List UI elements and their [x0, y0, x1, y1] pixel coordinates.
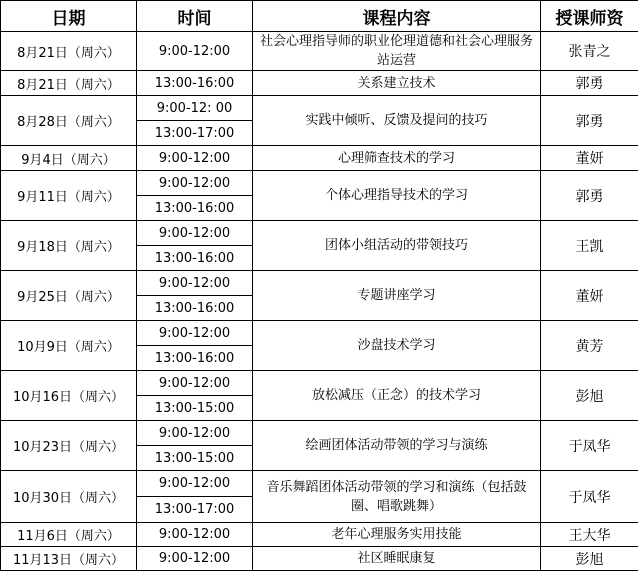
cell-teacher: 王大华	[541, 523, 638, 547]
cell-date: 8月21日（周六）	[1, 32, 137, 71]
cell-time: 9:00-12:00	[137, 471, 253, 497]
cell-time: 13:00-17:00	[137, 121, 253, 146]
table-row	[1, 221, 638, 246]
table-row	[1, 523, 638, 547]
cell-course: 专题讲座学习	[253, 271, 541, 321]
table-row	[1, 71, 638, 96]
table-row	[1, 421, 638, 446]
cell-teacher: 董妍	[541, 146, 638, 171]
schedule-body	[1, 32, 638, 571]
cell-time: 9:00-12:00	[137, 221, 253, 246]
header-time: 时间	[137, 1, 253, 32]
cell-date: 9月25日（周六）	[1, 271, 137, 321]
cell-teacher: 彭旭	[541, 547, 638, 571]
cell-date: 8月28日（周六）	[1, 96, 137, 146]
cell-course: 老年心理服务实用技能	[253, 523, 541, 547]
cell-teacher: 彭旭	[541, 371, 638, 421]
table-row	[1, 471, 638, 497]
cell-time: 13:00-15:00	[137, 396, 253, 421]
cell-time: 13:00-16:00	[137, 246, 253, 271]
cell-course: 沙盘技术学习	[253, 321, 541, 371]
cell-teacher: 于凤华	[541, 421, 638, 471]
cell-date: 11月6日（周六）	[1, 523, 137, 547]
cell-teacher: 郭勇	[541, 171, 638, 221]
cell-time: 13:00-17:00	[137, 497, 253, 523]
cell-time: 9:00-12:00	[137, 321, 253, 346]
cell-teacher: 张青之	[541, 32, 638, 71]
cell-date: 10月16日（周六）	[1, 371, 137, 421]
cell-course: 社会心理指导师的职业伦理道德和社会心理服务站运营	[253, 32, 541, 71]
table-row	[1, 547, 638, 571]
cell-time: 9:00-12:00	[137, 547, 253, 571]
cell-teacher: 黄芳	[541, 321, 638, 371]
table-row	[1, 271, 638, 296]
header-date: 日期	[1, 1, 137, 32]
cell-date: 9月18日（周六）	[1, 221, 137, 271]
cell-course: 放松减压（正念）的技术学习	[253, 371, 541, 421]
cell-teacher: 董妍	[541, 271, 638, 321]
cell-date: 11月13日（周六）	[1, 547, 137, 571]
cell-course: 社区睡眠康复	[253, 547, 541, 571]
cell-date: 8月21日（周六）	[1, 71, 137, 96]
cell-date: 10月30日（周六）	[1, 471, 137, 523]
cell-course: 音乐舞蹈团体活动带领的学习和演练（包括鼓圈、唱歌跳舞）	[253, 471, 541, 523]
cell-time: 9:00-12:00	[137, 371, 253, 396]
table-row	[1, 32, 638, 71]
cell-time: 9:00-12:00	[137, 32, 253, 71]
table-row	[1, 96, 638, 121]
cell-teacher: 郭勇	[541, 71, 638, 96]
header-row	[1, 1, 638, 32]
cell-date: 9月11日（周六）	[1, 171, 137, 221]
cell-course: 个体心理指导技术的学习	[253, 171, 541, 221]
cell-time: 9:00-12:00	[137, 271, 253, 296]
cell-time: 13:00-16:00	[137, 346, 253, 371]
cell-course: 实践中倾听、反馈及提问的技巧	[253, 96, 541, 146]
cell-time: 13:00-16:00	[137, 296, 253, 321]
cell-time: 9:00-12:00	[137, 421, 253, 446]
cell-time: 9:00-12:00	[137, 146, 253, 171]
table-row	[1, 146, 638, 171]
cell-teacher: 郭勇	[541, 96, 638, 146]
cell-time: 9:00-12: 00	[137, 96, 253, 121]
cell-teacher: 王凯	[541, 221, 638, 271]
cell-time: 13:00-16:00	[137, 71, 253, 96]
cell-date: 10月9日（周六）	[1, 321, 137, 371]
cell-course: 团体小组活动的带领技巧	[253, 221, 541, 271]
table-row	[1, 371, 638, 396]
header-teacher: 授课师资	[541, 1, 638, 32]
table-row	[1, 321, 638, 346]
cell-date: 10月23日（周六）	[1, 421, 137, 471]
cell-course: 绘画团体活动带领的学习与演练	[253, 421, 541, 471]
cell-course: 心理筛查技术的学习	[253, 146, 541, 171]
cell-course: 关系建立技术	[253, 71, 541, 96]
cell-date: 9月4日（周六）	[1, 146, 137, 171]
header-course: 课程内容	[253, 1, 541, 32]
cell-time: 9:00-12:00	[137, 523, 253, 547]
cell-time: 9:00-12:00	[137, 171, 253, 196]
table-row	[1, 171, 638, 196]
cell-time: 13:00-15:00	[137, 446, 253, 471]
cell-teacher: 于凤华	[541, 471, 638, 523]
cell-time: 13:00-16:00	[137, 196, 253, 221]
